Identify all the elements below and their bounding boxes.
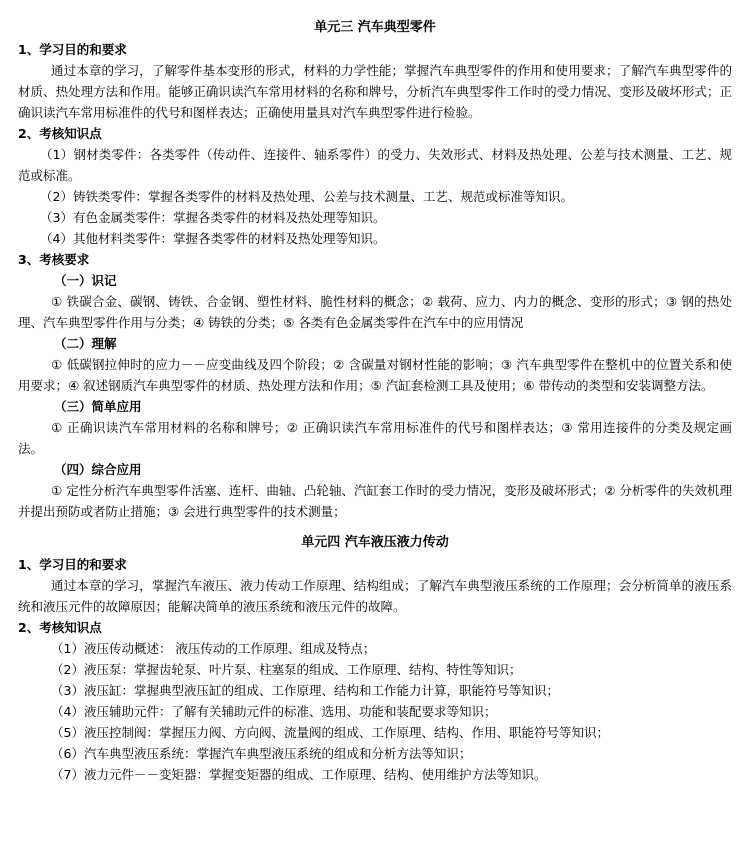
unit3-knowledge-item-2: （2）铸铁类零件：掌握各类零件的材料及热处理、公差与技术测量、工艺、规范或标准等知识。 [40, 189, 573, 204]
unit4-knowledge-item-6: （6）汽车典型液压系统：掌握汽车典型液压系统的组成和分析方法等知识； [51, 746, 472, 761]
unit3-knowledge-item-3: （3）有色金属类零件：掌握各类零件的材料及热处理等知识。 [40, 210, 386, 225]
unit3-req-text-2: ① 低碳钢拉伸时的应力－－应变曲线及四个阶段；② 含碳量对钢材性能的影响；③ 汽车典型零件在整机中的位置关系和使用要求；④ 叙述钢质汽车典型零件的材质、热处理方法和作用；⑤ 汽缸套检测工具及使用；⑥ 带传动的类型和安装调整方法。 [18, 357, 732, 393]
unit3-req-heading-1: （一）识记 [54, 273, 117, 288]
unit4-knowledge-item-3: （3）液压缸：掌握典型液压缸的组成、工作原理、结构和工作能力计算，职能符号等知识； [51, 683, 559, 698]
unit3-section2-heading: 2、考核知识点 [18, 126, 102, 141]
unit4-knowledge-item-2: （2）液压泵：掌握齿轮泵、叶片泵、柱塞泵的组成、工作原理、结构、特性等知识； [51, 662, 522, 677]
unit4-knowledge-item-5: （5）液压控制阀：掌握压力阀、方向阀、流量阀的组成、工作原理、结构、作用、职能符号等知识； [51, 725, 609, 740]
unit3-req-heading-2: （二）理解 [54, 336, 117, 351]
unit3-req-heading-4: （四）综合应用 [54, 462, 142, 477]
unit4-title: 单元四 汽车液压液力传动 [301, 535, 449, 550]
unit3-section1-text: 通过本章的学习，了解零件基本变形的形式，材料的力学性能；掌握汽车典型零件的作用和使用要求；了解汽车典型零件的材质、热处理方法和作用。能够正确识读汽车常用材料的名称和牌号，分析汽车典型零件工作时的受力情况、变形及破坏形式；正确识读汽车常用标准件的代号和图样表达；正确使用量具对汽车典型零件进行检验。 [18, 63, 732, 120]
unit3-section3-heading: 3、考核要求 [18, 252, 90, 267]
unit3-req-text-4: ① 定性分析汽车典型零件活塞、连杆、曲轴、凸轮轴、汽缸套工作时的受力情况，变形及破坏形式；② 分析零件的失效机理并提出预防或者防止措施；③ 会进行典型零件的技术测量； [18, 483, 732, 519]
unit3-req-text-1: ① 铁碳合金、碳钢、铸铁、合金钢、塑性材料、脆性材料的概念；② 载荷、应力、内力的概念、变形的形式；③ 钢的热处理、汽车典型零件作用与分类；④ 铸铁的分类；⑤ 各类有色金属类零件在汽车中的应用情况 [18, 294, 732, 330]
document-page [0, 17, 746, 868]
unit3-req-text-3: ① 正确识读汽车常用材料的名称和牌号；② 正确识读汽车常用标准件的代号和图样表达；③ 常用连接件的分类及规定画法。 [18, 420, 732, 456]
unit3-req-heading-3: （三）简单应用 [54, 399, 142, 414]
unit3-knowledge-item-4: （4）其他材料类零件：掌握各类零件的材料及热处理等知识。 [40, 231, 386, 246]
unit3-section1-heading: 1、学习目的和要求 [18, 42, 127, 57]
unit4-knowledge-item-1: （1）液压传动概述： 液压传动的工作原理、组成及特点； [51, 641, 376, 656]
unit4-knowledge-item-7: （7）液力元件－－变矩器：掌握变矩器的组成、工作原理、结构、使用维护方法等知识。 [51, 767, 547, 782]
unit4-section1-text: 通过本章的学习，掌握汽车液压、液力传动工作原理、结构组成；了解汽车典型液压系统的工作原理；会分析简单的液压系统和液压元件的故障原因；能解决简单的液压系统和液压元件的故障。 [18, 578, 732, 614]
unit4-knowledge-item-4: （4）液压辅助元件：了解有关辅助元件的标准、选用、功能和装配要求等知识； [51, 704, 497, 719]
unit4-section1-heading: 1、学习目的和要求 [18, 557, 127, 572]
unit4-section2-heading: 2、考核知识点 [18, 620, 102, 635]
unit3-title: 单元三 汽车典型零件 [314, 20, 436, 35]
unit3-knowledge-item-1: （1）钢材类零件：各类零件（传动件、连接件、轴系零件）的受力、失效形式、材料及热处理、公差与技术测量、工艺、规范或标准。 [18, 147, 732, 183]
